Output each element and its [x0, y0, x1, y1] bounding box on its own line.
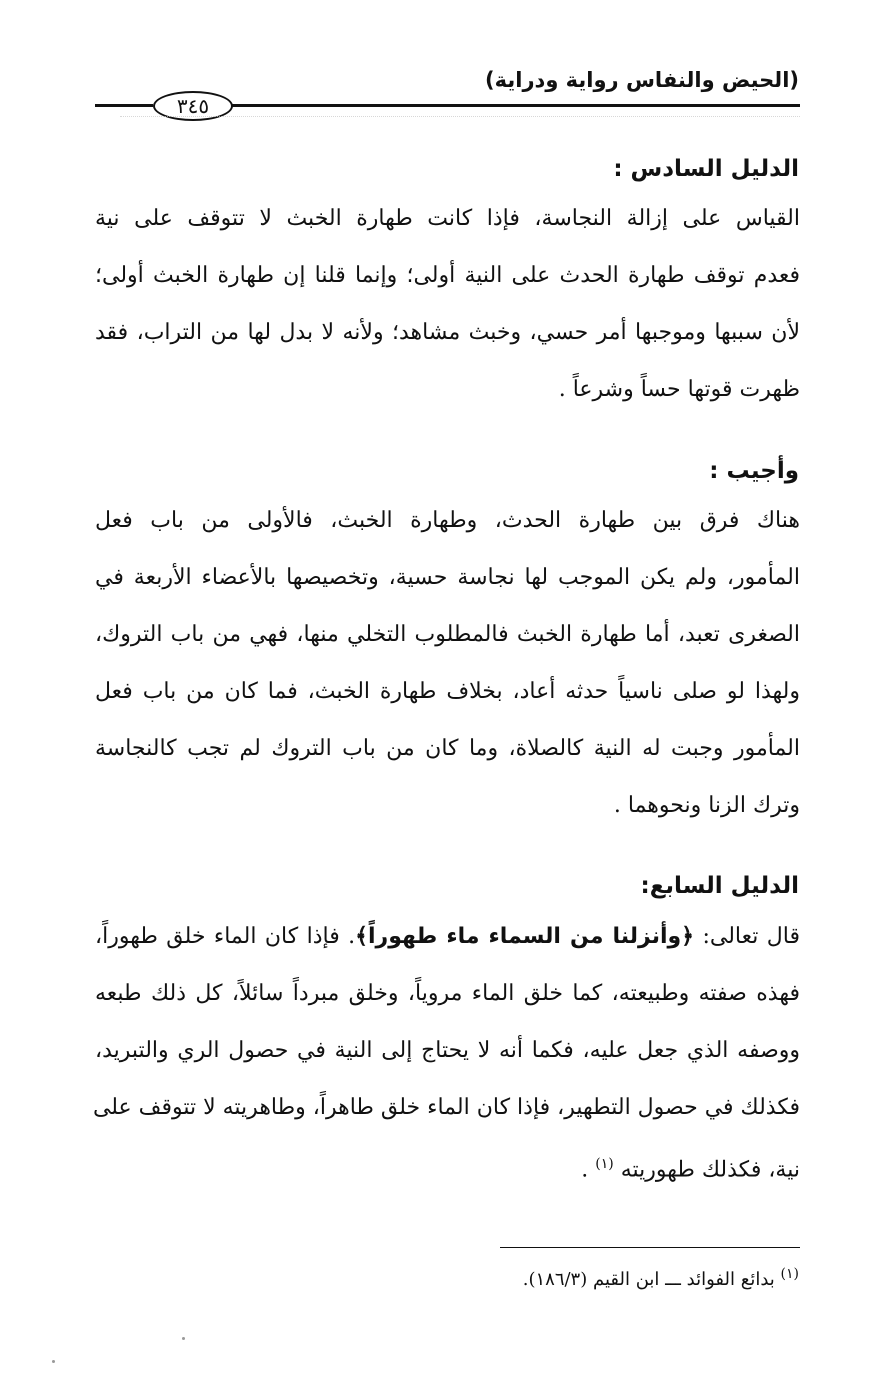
page-number: ٣٤٥ — [153, 91, 233, 121]
last-line-end: . — [581, 1157, 596, 1183]
paragraph-line: القياس على إزالة النجاسة، فإذا كانت طهارة الخبث لا تتوقف على نية — [95, 206, 800, 231]
header-rule-right — [232, 104, 800, 107]
paragraph-line: المأمور وجبت له النية كالصلاة، وما كان من باب التروك لم تجب كالنجاسة — [95, 736, 800, 761]
footnote — [523, 1266, 799, 1290]
section-heading-6: الدليل السادس : — [613, 156, 799, 182]
scan-speck — [182, 1337, 185, 1340]
footnote-marker: (١) — [780, 1266, 799, 1282]
quran-verse: ﴿وأنزلنا من السماء ماء طهوراً﴾ — [355, 924, 695, 949]
paragraph-line: ووصفه الذي جعل عليه، فكما أنه لا يحتاج إلى النية في حصول الري والتبريد، — [95, 1038, 800, 1063]
section-7-paragraph — [92, 908, 800, 1198]
section-heading-7: الدليل السابع: — [640, 873, 799, 899]
section-6-paragraph — [95, 190, 800, 418]
footnote-separator — [500, 1247, 800, 1248]
paragraph-line: الصغرى تعبد، أما طهارة الخبث فالمطلوب التخلي منها، فهي من باب التروك، — [95, 622, 800, 647]
paragraph-line: وترك الزنا ونحوهما . — [613, 793, 800, 818]
paragraph-line: فعدم توقف طهارة الحدث على النية أولى؛ وإنما قلنا إن طهارة الخبث أولى؛ — [95, 263, 800, 288]
paragraph-line: هناك فرق بين طهارة الحدث، وطهارة الخبث، فالأولى من باب فعل — [95, 508, 800, 533]
running-title: (الحيض والنفاس رواية ودراية) — [485, 68, 799, 92]
header-rule-left — [95, 104, 153, 107]
paragraph-line: ولهذا لو صلى ناسياً حدثه أعاد، بخلاف طهارة الخبث، فما كان من باب فعل — [95, 679, 800, 704]
paragraph-line: فهذه صفته وطبيعته، كما خلق الماء مروياً، وخلق مبرداً سائلاً، كل ذلك طبعه — [95, 981, 800, 1006]
paragraph-line — [95, 1136, 800, 1198]
paragraph-line-with-verse — [95, 908, 800, 965]
last-line-text: نية، فكذلك طهوريته — [620, 1157, 800, 1183]
footnote-reference: (١) — [595, 1156, 614, 1172]
answer-heading: وأجيب : — [709, 458, 799, 484]
answer-paragraph — [95, 492, 800, 834]
verse-followup: . فإذا كان الماء خلق طهوراً، — [95, 924, 356, 949]
header-scan-noise — [120, 116, 800, 123]
footnote-text: بدائع الفوائد ـــ ابن القيم (١٨٦/٣). — [522, 1269, 781, 1290]
paragraph-line: لأن سببها وموجبها أمر حسي، وخبث مشاهد؛ ولأنه لا بدل لها من التراب، فقد — [95, 320, 800, 345]
verse-intro: قال تعالى: — [694, 924, 800, 949]
paragraph-line: المأمور، ولم يكن الموجب لها نجاسة حسية، وتخصيصها بالأعضاء الأربعة في — [95, 565, 800, 590]
scan-speck — [52, 1360, 55, 1363]
paragraph-line: ظهرت قوتها حساً وشرعاً . — [558, 377, 800, 402]
paragraph-line: فكذلك في حصول التطهير، فإذا كان الماء خلق طاهراً، وطاهريته لا تتوقف على — [92, 1095, 800, 1120]
